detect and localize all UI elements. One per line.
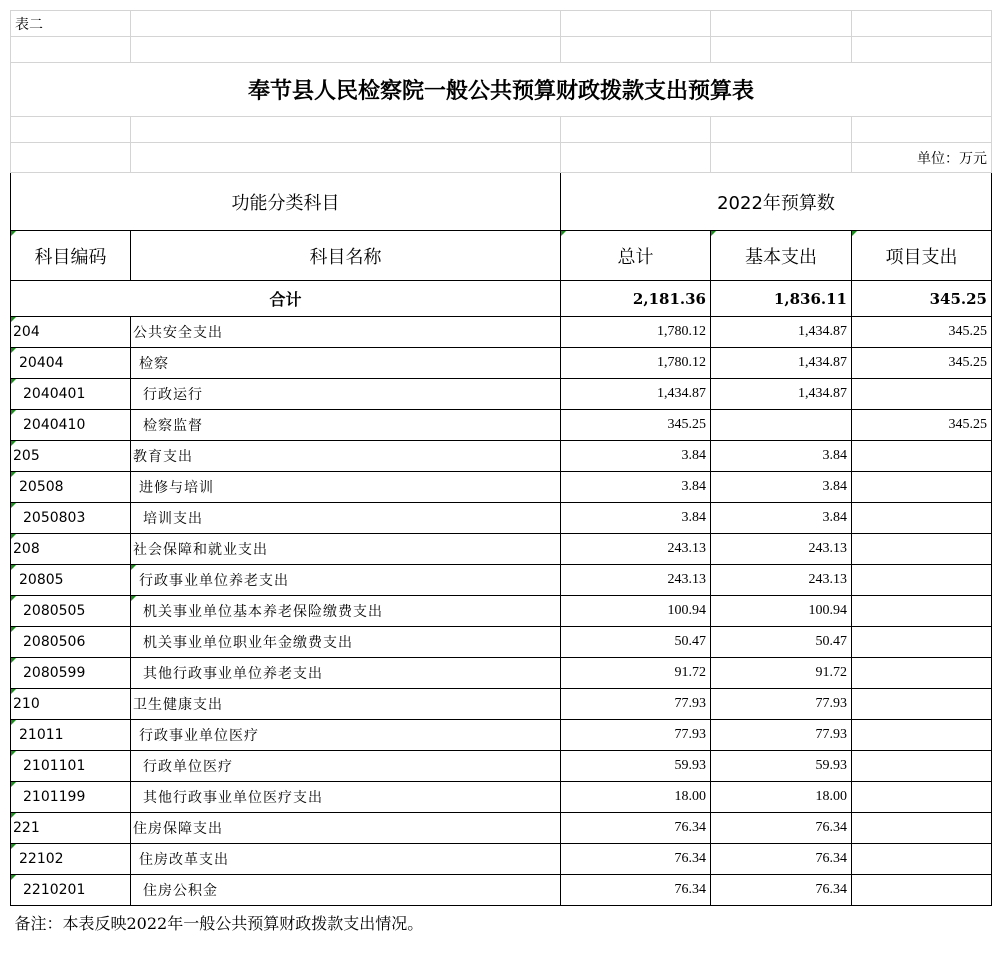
row-basic: 76.34 [711,875,852,906]
func-category-header: 功能分类科目 [11,173,561,231]
code-header: 科目编码 [11,231,131,281]
row-project: 345.25 [852,348,992,379]
row-name: 教育支出 [131,441,561,472]
row-total: 76.34 [561,813,711,844]
row-total: 59.93 [561,751,711,782]
row-basic: 76.34 [711,844,852,875]
budget-table [10,10,992,940]
row-code: 221 [11,813,131,844]
row-project [852,596,992,627]
row-project [852,689,992,720]
row-total: 3.84 [561,472,711,503]
row-code: 22102 [11,844,131,875]
row-name: 住房公积金 [131,875,561,906]
table-row [11,410,992,441]
footnote: 备注：本表反映2022年一般公共预算财政拨款支出情况。 [14,914,424,934]
row-total: 76.34 [561,844,711,875]
row-code: 2040401 [11,379,131,410]
row-name: 其他行政事业单位医疗支出 [131,782,561,813]
row-total: 77.93 [561,689,711,720]
row-total: 243.13 [561,565,711,596]
row-code: 2101101 [11,751,131,782]
row-project: 345.25 [852,410,992,441]
row-name: 行政事业单位养老支出 [131,565,561,596]
row-basic: 77.93 [711,689,852,720]
row-total: 1,780.12 [561,348,711,379]
row-code: 20508 [11,472,131,503]
table-row [11,317,992,348]
basic-header: 基本支出 [711,231,852,281]
table-row [11,534,992,565]
row-basic: 3.84 [711,441,852,472]
row-name: 进修与培训 [131,472,561,503]
row-project [852,751,992,782]
table-row [11,441,992,472]
table-row [11,348,992,379]
table-row [11,782,992,813]
row-name: 卫生健康支出 [131,689,561,720]
row-basic: 91.72 [711,658,852,689]
row-project [852,472,992,503]
table-row [11,596,992,627]
row-name: 检察监督 [131,410,561,441]
row-total: 50.47 [561,627,711,658]
row-code: 2080505 [11,596,131,627]
row-name: 行政运行 [131,379,561,410]
row-code: 21011 [11,720,131,751]
row-project [852,503,992,534]
row-total: 18.00 [561,782,711,813]
row-project [852,782,992,813]
row-code: 2210201 [11,875,131,906]
row-name: 社会保障和就业支出 [131,534,561,565]
row-name: 其他行政事业单位养老支出 [131,658,561,689]
row-basic [711,410,852,441]
row-code: 204 [11,317,131,348]
table-row [11,565,992,596]
row-project [852,565,992,596]
row-total: 345.25 [561,410,711,441]
table-row [11,720,992,751]
row-basic: 1,434.87 [711,317,852,348]
row-name: 培训支出 [131,503,561,534]
row-code: 2101199 [11,782,131,813]
row-basic: 77.93 [711,720,852,751]
row-project [852,875,992,906]
row-basic: 3.84 [711,503,852,534]
row-total: 3.84 [561,503,711,534]
row-basic: 76.34 [711,813,852,844]
summary-label: 合计 [11,281,561,317]
row-project [852,844,992,875]
name-header: 科目名称 [131,231,561,281]
row-code: 2040410 [11,410,131,441]
row-project [852,720,992,751]
unit-label: 单位：万元 [852,143,992,173]
table-row [11,689,992,720]
summary-project: 345.25 [852,281,992,317]
row-total: 100.94 [561,596,711,627]
row-total: 243.13 [561,534,711,565]
summary-row [11,281,992,317]
table-row [11,379,992,410]
row-project [852,627,992,658]
row-code: 210 [11,689,131,720]
row-total: 1,434.87 [561,379,711,410]
budget-year-header: 2022年预算数 [561,173,992,231]
row-total: 91.72 [561,658,711,689]
row-name: 行政单位医疗 [131,751,561,782]
row-project [852,658,992,689]
row-name: 住房改革支出 [131,844,561,875]
row-total: 76.34 [561,875,711,906]
row-code: 20404 [11,348,131,379]
row-name: 机关事业单位基本养老保险缴费支出 [131,596,561,627]
row-code: 2050803 [11,503,131,534]
row-name: 公共安全支出 [131,317,561,348]
row-code: 2080599 [11,658,131,689]
table-row [11,875,992,906]
table-row [11,844,992,875]
row-name: 住房保障支出 [131,813,561,844]
row-basic: 243.13 [711,534,852,565]
project-header: 项目支出 [852,231,992,281]
row-total: 3.84 [561,441,711,472]
table-row [11,627,992,658]
summary-basic: 1,836.11 [711,281,852,317]
table-row [11,813,992,844]
row-project [852,379,992,410]
row-basic: 18.00 [711,782,852,813]
sheet-label: 表二 [11,11,131,37]
row-code: 205 [11,441,131,472]
row-name: 检察 [131,348,561,379]
row-basic: 1,434.87 [711,348,852,379]
row-total: 1,780.12 [561,317,711,348]
row-basic: 50.47 [711,627,852,658]
total-header: 总计 [561,231,711,281]
row-code: 2080506 [11,627,131,658]
table-row [11,658,992,689]
row-project [852,813,992,844]
summary-total: 2,181.36 [561,281,711,317]
table-row [11,751,992,782]
row-project [852,441,992,472]
row-basic: 3.84 [711,472,852,503]
row-code: 208 [11,534,131,565]
row-code: 20805 [11,565,131,596]
row-name: 行政事业单位医疗 [131,720,561,751]
table-row [11,472,992,503]
row-name: 机关事业单位职业年金缴费支出 [131,627,561,658]
row-total: 77.93 [561,720,711,751]
table-row [11,503,992,534]
row-basic: 59.93 [711,751,852,782]
row-project: 345.25 [852,317,992,348]
row-project [852,534,992,565]
row-basic: 1,434.87 [711,379,852,410]
row-basic: 243.13 [711,565,852,596]
row-basic: 100.94 [711,596,852,627]
page-title: 奉节县人民检察院一般公共预算财政拨款支出预算表 [11,63,992,117]
